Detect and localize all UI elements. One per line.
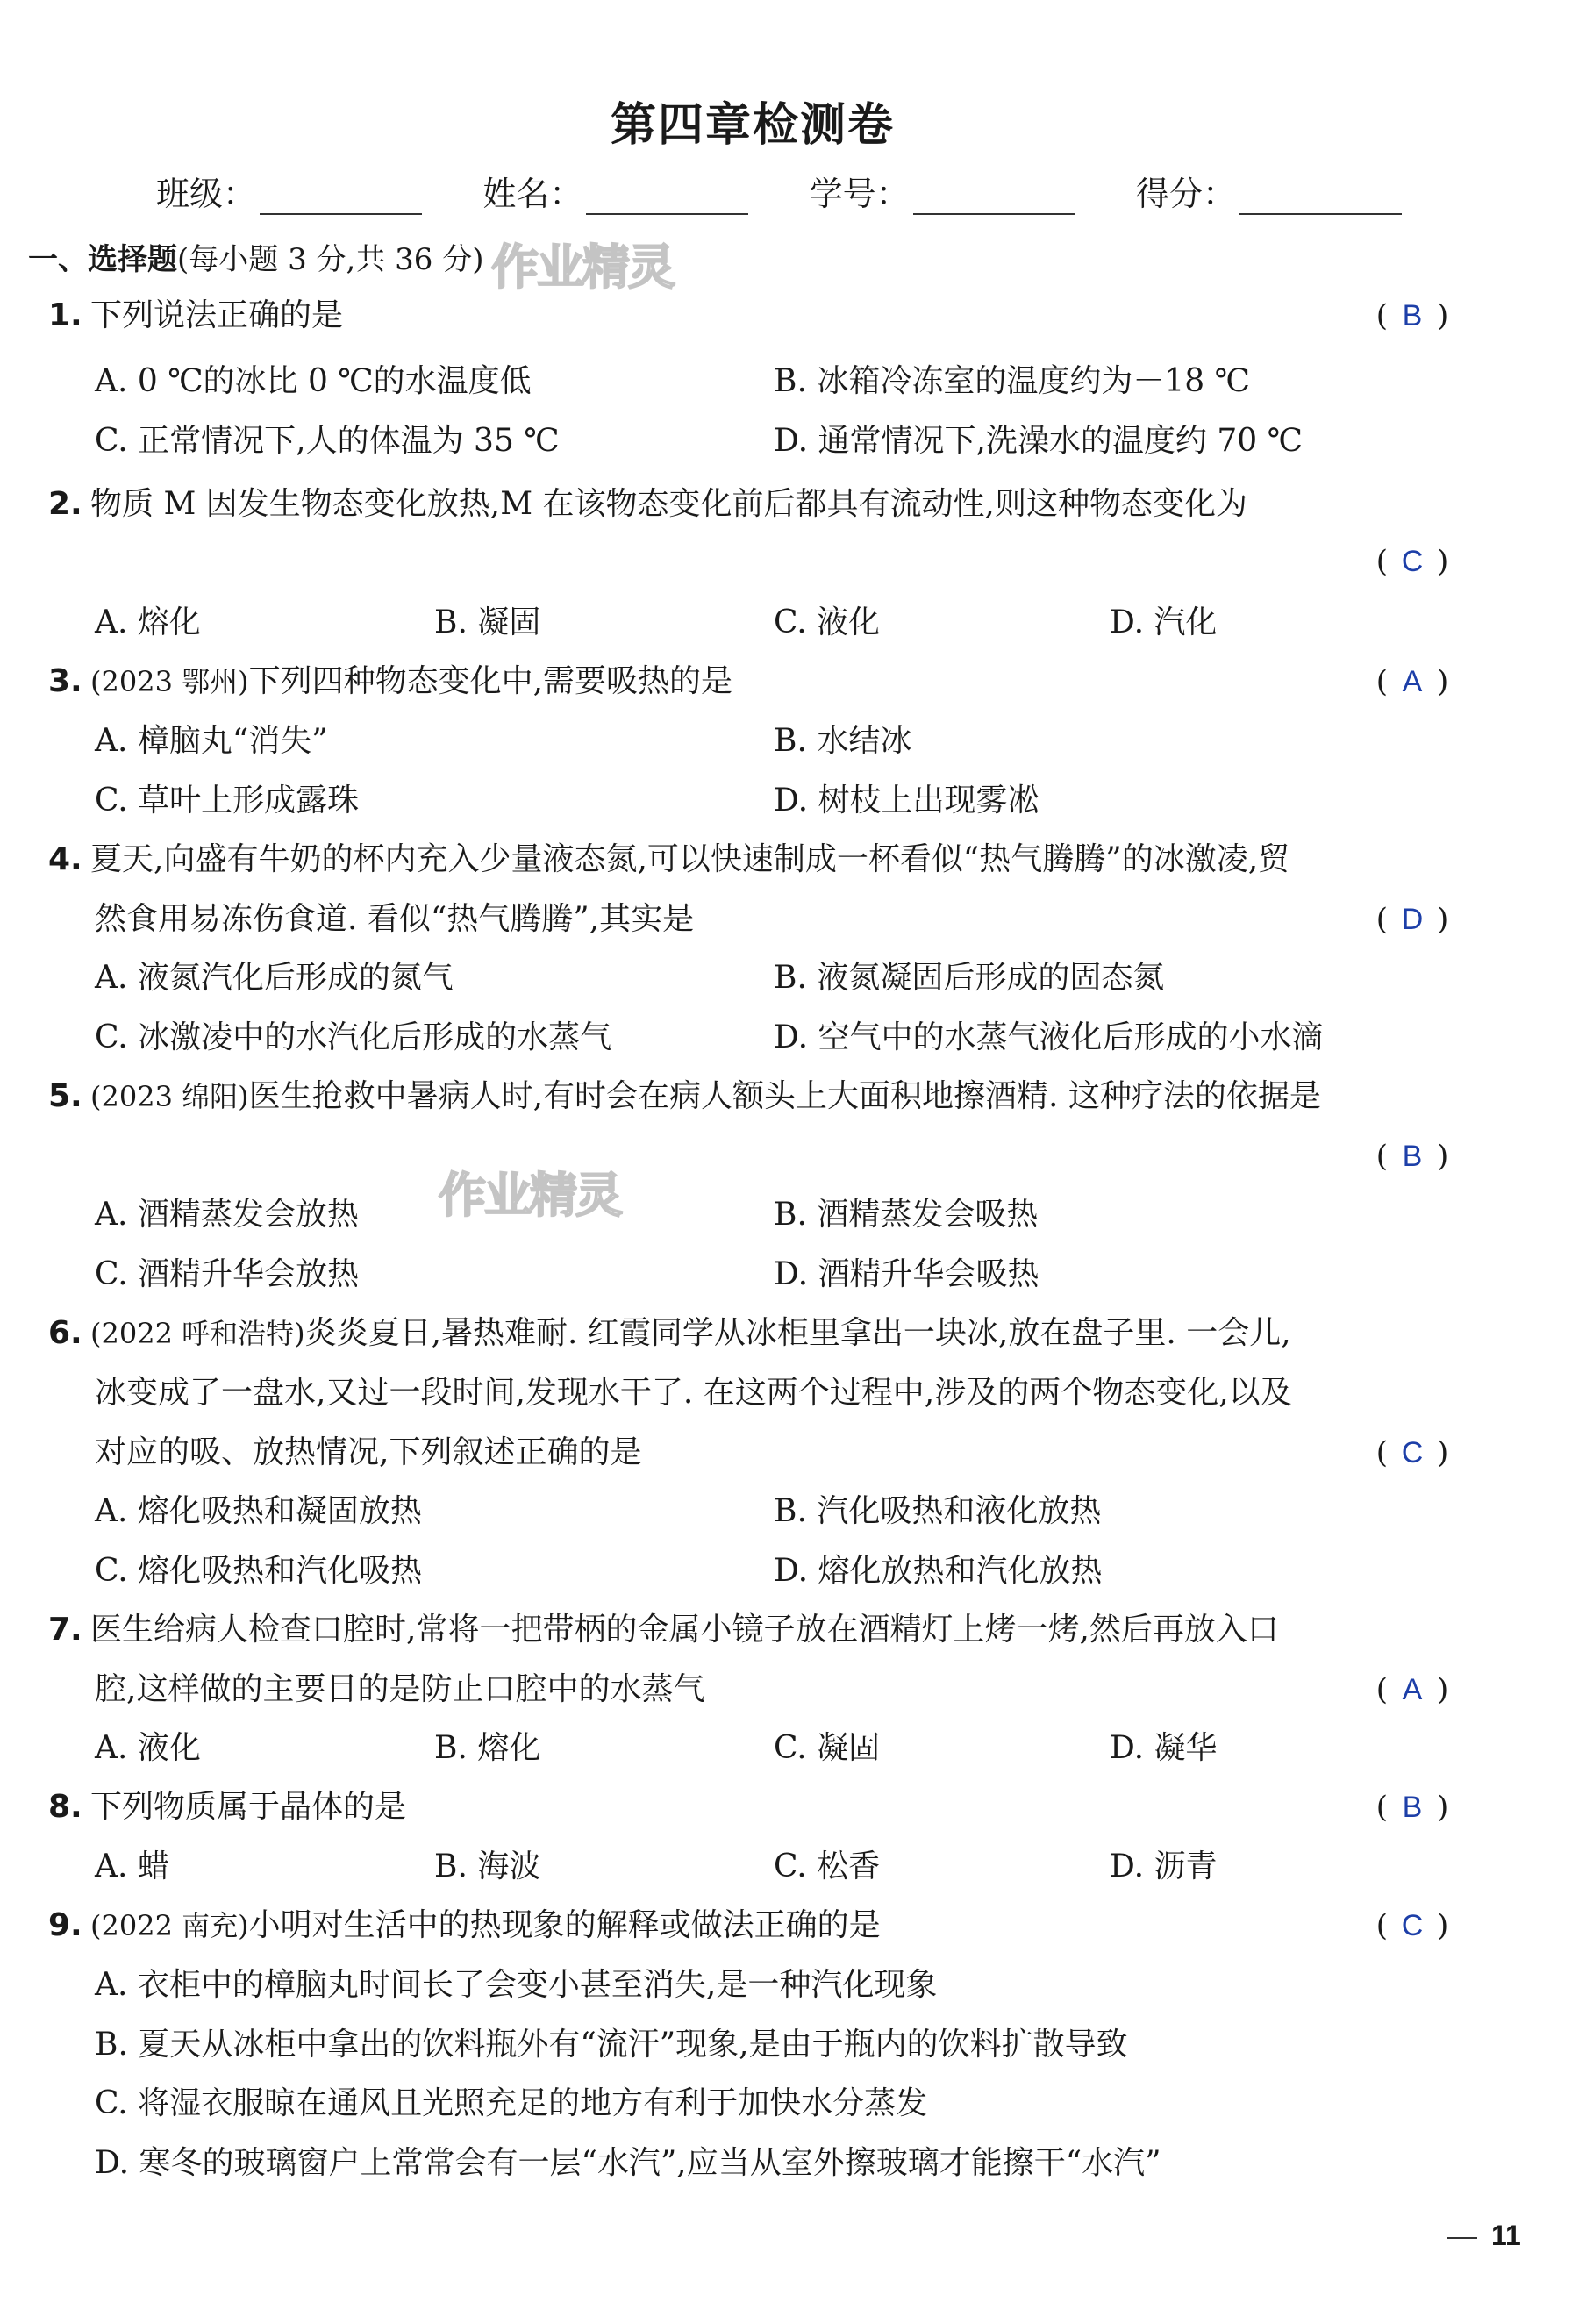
open-paren: ( (1375, 1790, 1388, 1825)
open-paren: ( (1375, 298, 1388, 333)
answer-letter: D (1401, 903, 1424, 936)
question-source: (2023 绵阳) (90, 1080, 249, 1113)
question-7-stem-line (95, 1672, 704, 1707)
answer-letter: C (1401, 545, 1424, 578)
question-8-option-A[interactable]: A. 蜡 (95, 1848, 169, 1884)
question-8-option-D[interactable]: D. 沥青 (1110, 1848, 1218, 1884)
answer-bracket (1360, 1139, 1465, 1174)
question-2-option-B[interactable]: B. 凝固 (434, 604, 541, 640)
answer-letter: A (1402, 665, 1423, 698)
question-number: 2. (48, 486, 82, 522)
question-3-option-C[interactable]: C. 草叶上形成露珠 (95, 783, 360, 819)
question-9-stem-line (48, 1908, 881, 1943)
question-4-stem-line (48, 842, 1289, 877)
question-source: (2022 呼和浩特) (90, 1317, 305, 1350)
question-8-option-B[interactable]: B. 海波 (434, 1848, 541, 1884)
question-3-option-B[interactable]: B. 水结冰 (774, 723, 912, 759)
question-7-stem-line (48, 1612, 1279, 1648)
open-paren: ( (1375, 664, 1388, 699)
question-text: 冰变成了一盘水,又过一段时间,发现水干了. 在这两个过程中,涉及的两个物态变化,以及 (95, 1375, 1292, 1411)
question-6-option-B[interactable]: B. 汽化吸热和液化放热 (774, 1493, 1102, 1529)
answer-bracket (1360, 902, 1465, 937)
question-1-option-C[interactable]: C. 正常情况下,人的体温为 35 ℃ (95, 423, 560, 459)
section-heading: 一、选择题(每小题 3 分,共 36 分) (28, 242, 484, 277)
question-7-option-A[interactable]: A. 液化 (95, 1730, 201, 1766)
close-paren: ) (1437, 298, 1449, 333)
open-paren: ( (1375, 1672, 1388, 1707)
question-9-option-C[interactable]: C. 将湿衣服晾在通风且光照充足的地方有利于加快水分蒸发 (95, 2085, 928, 2121)
question-6-stem-line (48, 1316, 1291, 1351)
question-text: 腔,这样做的主要目的是防止口腔中的水蒸气 (95, 1671, 705, 1707)
question-text: 医生给病人检查口腔时,常将一把带柄的金属小镜子放在酒精灯上烤一烤,然后再放入口 (90, 1612, 1279, 1648)
question-text: 然食用易冻伤食道. 看似“热气腾腾”,其实是 (95, 901, 695, 937)
question-8-option-C[interactable]: C. 松香 (774, 1848, 881, 1884)
question-2-stem-line (48, 487, 1247, 522)
question-4-stem-line (95, 902, 694, 937)
open-paren: ( (1375, 544, 1388, 579)
student-id-field[interactable]: 学号： (810, 167, 1075, 215)
question-number: 6. (48, 1315, 82, 1351)
question-number: 9. (48, 1907, 82, 1943)
score-field[interactable]: 得分： (1136, 167, 1402, 215)
open-paren: ( (1375, 902, 1388, 937)
question-7-option-B[interactable]: B. 熔化 (434, 1730, 541, 1766)
question-text: 医生抢救中暑病人时,有时会在病人额头上大面积地擦酒精. 这种疗法的依据是 (248, 1078, 1321, 1114)
question-text: 小明对生活中的热现象的解释或做法正确的是 (248, 1907, 881, 1943)
question-4-option-A[interactable]: A. 液氮汽化后形成的氮气 (95, 960, 454, 996)
answer-bracket (1360, 1908, 1465, 1943)
answer-bracket (1360, 1435, 1465, 1470)
question-number: 5. (48, 1078, 82, 1114)
question-number: 1. (48, 297, 82, 333)
question-6-option-D[interactable]: D. 熔化放热和汽化放热 (774, 1553, 1103, 1589)
answer-bracket (1360, 1790, 1465, 1825)
question-3-stem-line (48, 664, 732, 699)
question-7-option-D[interactable]: D. 凝华 (1110, 1730, 1218, 1766)
question-7-option-C[interactable]: C. 凝固 (774, 1730, 881, 1766)
question-text: 对应的吸、放热情况,下列叙述正确的是 (95, 1434, 642, 1470)
class-field[interactable]: 班级： (156, 167, 422, 215)
question-4-option-C[interactable]: C. 冰激凌中的水汽化后形成的水蒸气 (95, 1019, 612, 1055)
answer-letter: B (1402, 1791, 1423, 1824)
question-1-option-D[interactable]: D. 通常情况下,洗澡水的温度约 70 ℃ (774, 423, 1303, 459)
name-field[interactable]: 姓名： (482, 167, 748, 215)
question-4-option-B[interactable]: B. 液氮凝固后形成的固态氮 (774, 960, 1165, 996)
question-6-stem-line (95, 1435, 641, 1470)
question-source: (2022 南充) (90, 1909, 249, 1942)
watermark-middle: 作业精灵 (439, 1168, 621, 1223)
answer-bracket (1360, 298, 1465, 333)
open-paren: ( (1375, 1908, 1388, 1943)
student-info-row (156, 167, 1402, 215)
close-paren: ) (1437, 902, 1449, 937)
question-1-option-B[interactable]: B. 冰箱冷冻室的温度约为－18 ℃ (774, 363, 1250, 399)
question-text: 下列说法正确的是 (90, 297, 344, 333)
question-5-stem-line (48, 1079, 1321, 1114)
question-6-option-A[interactable]: A. 熔化吸热和凝固放热 (95, 1493, 422, 1529)
answer-bracket (1360, 664, 1465, 699)
question-3-option-D[interactable]: D. 树枝上出现雾凇 (774, 783, 1039, 819)
question-5-option-D[interactable]: D. 酒精升华会吸热 (774, 1256, 1039, 1292)
question-1-option-A[interactable]: A. 0 ℃的冰比 0 ℃的水温度低 (95, 363, 532, 399)
question-9-option-D[interactable]: D. 寒冬的玻璃窗户上常常会有一层“水汽”,应当从室外擦玻璃才能擦干“水汽” (95, 2145, 1161, 2181)
open-paren: ( (1375, 1139, 1388, 1174)
page-number-dash (1447, 2237, 1477, 2239)
answer-letter: C (1401, 1436, 1424, 1469)
question-2-option-A[interactable]: A. 熔化 (95, 604, 201, 640)
question-number: 7. (48, 1612, 82, 1648)
question-5-option-C[interactable]: C. 酒精升华会放热 (95, 1256, 360, 1292)
question-number: 8. (48, 1789, 82, 1825)
close-paren: ) (1437, 1672, 1449, 1707)
close-paren: ) (1437, 544, 1449, 579)
watermark-top: 作业精灵 (491, 240, 674, 295)
answer-bracket (1360, 544, 1465, 579)
question-text: 夏天,向盛有牛奶的杯内充入少量液态氮,可以快速制成一杯看似“热气腾腾”的冰激凌,贸 (90, 841, 1290, 877)
question-source: (2023 鄂州) (90, 665, 249, 698)
answer-letter: C (1401, 1909, 1424, 1942)
question-3-option-A[interactable]: A. 樟脑丸“消失” (95, 723, 328, 759)
close-paren: ) (1437, 664, 1449, 699)
question-text: 下列物质属于晶体的是 (90, 1789, 407, 1825)
question-1-stem-line (48, 298, 343, 333)
question-number: 4. (48, 841, 82, 877)
close-paren: ) (1437, 1908, 1449, 1943)
question-2-option-C[interactable]: C. 液化 (774, 604, 881, 640)
answer-bracket (1360, 1672, 1465, 1707)
question-5-option-B[interactable]: B. 酒精蒸发会吸热 (774, 1197, 1039, 1233)
question-6-option-C[interactable]: C. 熔化吸热和汽化吸热 (95, 1553, 423, 1589)
answer-letter: A (1402, 1673, 1423, 1706)
answer-letter: B (1402, 1140, 1423, 1173)
open-paren: ( (1375, 1435, 1388, 1470)
answer-letter: B (1402, 299, 1423, 333)
question-text: 炎炎夏日,暑热难耐. 红霞同学从冰柜里拿出一块冰,放在盘子里. 一会儿, (304, 1315, 1291, 1351)
question-9-option-A[interactable]: A. 衣柜中的樟脑丸时间长了会变小甚至消失,是一种汽化现象 (95, 1967, 938, 2003)
question-2-option-D[interactable]: D. 汽化 (1110, 604, 1218, 640)
page-title: 第四章检测卷 (610, 99, 895, 152)
page-number: 11 (1491, 2220, 1521, 2251)
question-5-option-A[interactable]: A. 酒精蒸发会放热 (95, 1197, 359, 1233)
close-paren: ) (1437, 1790, 1449, 1825)
close-paren: ) (1437, 1435, 1449, 1470)
question-text: 物质 M 因发生物态变化放热,M 在该物态变化前后都具有流动性,则这种物态变化为 (90, 486, 1247, 522)
question-8-stem-line (48, 1790, 406, 1825)
question-4-option-D[interactable]: D. 空气中的水蒸气液化后形成的小水滴 (774, 1019, 1324, 1055)
question-text: 下列四种物态变化中,需要吸热的是 (248, 663, 733, 699)
close-paren: ) (1437, 1139, 1449, 1174)
question-9-option-B[interactable]: B. 夏天从冰柜中拿出的饮料瓶外有“流汗”现象,是由于瓶内的饮料扩散导致 (95, 2027, 1128, 2063)
question-6-stem-line (95, 1376, 1292, 1411)
question-number: 3. (48, 663, 82, 699)
